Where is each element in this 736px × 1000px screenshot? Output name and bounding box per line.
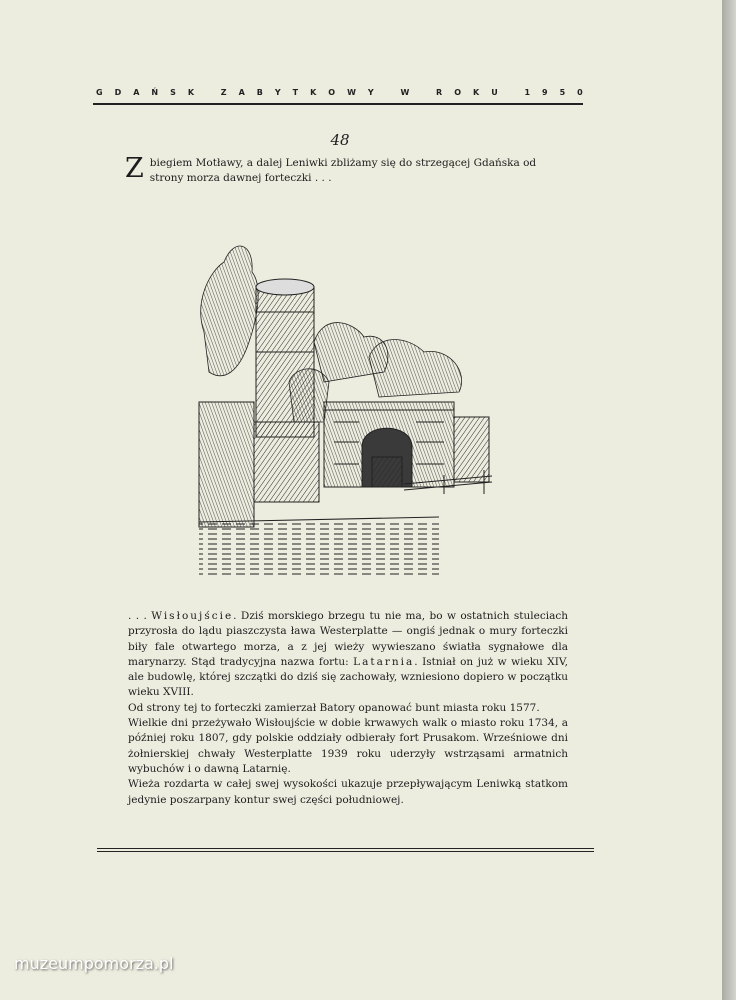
- paragraph-wisloujscie: . . . Wisłoujście. Dziś morskiego brzegu tu nie ma, bo w ostatnich stuleciach przyrosła do lądu piaszczysta ława Westerplatte — ongiś jednak o mury forteczki biły fale otwartego morza, a z jej wieży wywieszano światła sygnałowe dla marynarzy. Stąd tradycyjna nazwa fortu: Latarnia. Istniał on już w wieku XIV, ale budowlę, której szczątki do dziś się zachowały, wzniesiono dopiero w początku wieku XVIII.: [128, 610, 568, 699]
- round-tower: [256, 279, 314, 437]
- running-head-letter: 1: [524, 88, 532, 97]
- running-head-letter: K: [310, 88, 318, 97]
- header-rule: [93, 103, 583, 105]
- running-head-letter: 9: [542, 88, 549, 97]
- running-head-letter: W: [400, 88, 411, 97]
- running-head-letter: Y: [274, 88, 282, 97]
- footer-rule: [97, 848, 594, 852]
- intro-paragraph: [125, 153, 565, 186]
- fortress-walls: [199, 402, 489, 527]
- running-head-letter: [386, 88, 390, 97]
- running-head-letter: G: [96, 88, 104, 97]
- running-head-letter: S: [170, 88, 177, 97]
- running-head-letter: Y: [367, 88, 375, 97]
- watermark: muzeumpomorza.pl: [14, 954, 174, 973]
- intro-text: biegiem Motławy, a dalej Leniwki zbliżamy się do strzegącej Gdańska od strony morza dawnej forteczki . . .: [149, 157, 537, 184]
- running-head-letter: O: [454, 88, 463, 97]
- drop-cap: Z: [125, 153, 144, 184]
- running-head-letter: O: [328, 88, 337, 97]
- running-head-letter: B: [256, 88, 264, 97]
- fortress-illustration: [194, 232, 494, 587]
- running-head-letter: Ń: [151, 88, 160, 97]
- running-head: [96, 88, 584, 97]
- running-head-letter: R: [436, 88, 444, 97]
- running-head-letter: [421, 88, 425, 97]
- trees-foliage: [201, 246, 462, 422]
- running-head-letter: K: [473, 88, 481, 97]
- running-head-letter: 5: [559, 88, 567, 97]
- running-head-letter: W: [347, 88, 357, 97]
- running-head-letter: U: [491, 88, 499, 97]
- page-number: 48: [330, 131, 350, 149]
- paragraph-tower: Wieża rozdarta w całej swej wysokości ukazuje przepływającym Leniwką statkom jedynie poszarpany kontur swej części południowej.: [128, 778, 568, 806]
- moat-water: [199, 517, 439, 577]
- running-head-letter: K: [187, 88, 196, 97]
- body-text: [128, 609, 568, 808]
- running-head-letter: A: [133, 88, 141, 97]
- running-head-letter: Z: [220, 88, 228, 97]
- paragraph-batory: Od strony tej to forteczki zamierzał Batory opanować bunt miasta roku 1577.: [128, 701, 540, 714]
- running-head-letter: A: [238, 88, 246, 97]
- running-head-letter: [206, 88, 210, 97]
- running-head-letter: D: [114, 88, 123, 97]
- running-head-letter: 0: [577, 88, 584, 97]
- running-head-letter: T: [292, 88, 300, 97]
- paragraph-battles: Wielkie dni przeżywało Wisłoujście w dobie krwawych walk o miasto roku 1734, a później roku 1807, gdy polskie oddziały odbierały fort Prusakom. Wrześniowe dni żołnierskiej chwały Westerplatte 1939 roku uderzyły wstrząsami armatnich wybuchów i o dawną Latarnię.: [128, 717, 568, 775]
- page-edge: [722, 0, 736, 1000]
- running-head-letter: [510, 88, 514, 97]
